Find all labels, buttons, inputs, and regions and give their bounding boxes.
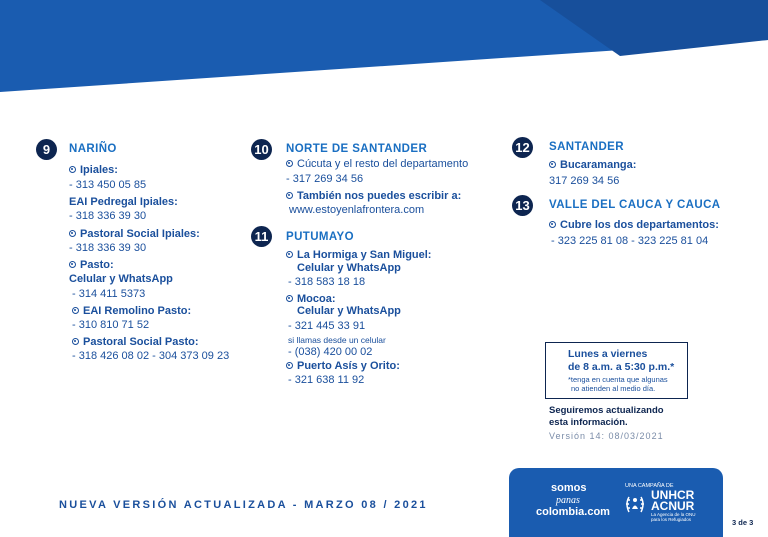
contact-line: 317 269 34 56 bbox=[549, 175, 620, 187]
contact-line: - 318 336 39 30 bbox=[69, 242, 147, 254]
location-pin-icon bbox=[286, 251, 293, 258]
contact-line: EAI Pedregal Ipiales: bbox=[69, 196, 178, 208]
section-title: VALLE DEL CAUCA Y CAUCA bbox=[549, 199, 721, 211]
contact-line: - 318 336 39 30 bbox=[69, 210, 147, 222]
section-title: NARIÑO bbox=[69, 143, 117, 155]
location-pin-icon bbox=[286, 160, 293, 167]
location-pin-icon bbox=[69, 166, 76, 173]
contact-line: - 321 445 33 91 bbox=[288, 320, 366, 332]
contact-line: - 310 810 71 52 bbox=[72, 319, 150, 331]
location-pin-icon bbox=[72, 307, 79, 314]
unhcr-logo-icon bbox=[623, 492, 647, 516]
update-note: Seguiremos actualizando bbox=[549, 405, 664, 416]
brand-text: colombia.com bbox=[536, 506, 610, 518]
section-number-badge: 9 bbox=[36, 139, 57, 160]
location-pin-icon bbox=[72, 338, 79, 345]
contact-line: EAI Remolino Pasto: bbox=[72, 305, 191, 318]
section-number-badge: 12 bbox=[512, 137, 533, 158]
contact-line: Celular y WhatsApp bbox=[297, 305, 401, 317]
location-pin-icon bbox=[69, 230, 76, 237]
location-pin-icon bbox=[69, 261, 76, 268]
update-note: esta información. bbox=[549, 417, 628, 428]
contact-line: Ipiales: bbox=[69, 164, 118, 177]
contact-line: - 318 583 18 18 bbox=[288, 276, 366, 288]
version-label: Versión 14: 08/03/2021 bbox=[549, 431, 664, 441]
hours-line: Lunes a viernes bbox=[568, 348, 648, 360]
contact-line: Puerto Asís y Orito: bbox=[286, 360, 400, 373]
contact-line: Celular y WhatsApp bbox=[297, 262, 401, 274]
contact-line: Pastoral Social Ipiales: bbox=[69, 228, 200, 241]
contact-line: - 323 225 81 08 - 323 225 81 04 bbox=[551, 235, 709, 247]
agency-text: para los Refugiados bbox=[651, 517, 692, 522]
contact-line: Cúcuta y el resto del departamento bbox=[286, 158, 468, 171]
contact-line: La Hormiga y San Miguel: bbox=[286, 249, 431, 262]
section-number-badge: 13 bbox=[512, 195, 533, 216]
website-link[interactable]: www.estoyenlafrontera.com bbox=[289, 204, 425, 216]
location-pin-icon bbox=[549, 221, 556, 228]
contact-line: Pasto: bbox=[69, 259, 114, 272]
location-pin-icon bbox=[286, 192, 293, 199]
brand-text: panas bbox=[556, 495, 580, 506]
location-pin-icon bbox=[286, 295, 293, 302]
contact-line: Cubre los dos departamentos: bbox=[549, 219, 719, 232]
hours-line: de 8 a.m. a 5:30 p.m.* bbox=[568, 361, 675, 373]
page-number: 3 de 3 bbox=[732, 518, 754, 527]
brand-text: somos bbox=[551, 482, 587, 494]
agency-text: La Agencia de la ONU bbox=[651, 512, 696, 517]
contact-line: - 321 638 11 92 bbox=[288, 374, 365, 386]
location-pin-icon bbox=[549, 161, 556, 168]
contact-line: - 313 450 05 85 bbox=[69, 179, 147, 191]
hours-note: no atienden al medio día. bbox=[571, 384, 656, 393]
hours-note: *tenga en cuenta que algunas bbox=[568, 375, 668, 384]
campaign-label: UNA CAMPAÑA DE bbox=[625, 483, 674, 489]
contact-line: - (038) 420 00 02 bbox=[288, 346, 373, 358]
section-title: SANTANDER bbox=[549, 141, 624, 153]
office-hours-box bbox=[545, 342, 688, 399]
contact-line: - 317 269 34 56 bbox=[286, 173, 364, 185]
section-title: NORTE DE SANTANDER bbox=[286, 143, 428, 155]
section-title: PUTUMAYO bbox=[286, 231, 354, 243]
contact-line: - 318 426 08 02 - 304 373 09 23 bbox=[72, 350, 230, 362]
section-number-badge: 10 bbox=[251, 139, 272, 160]
contact-line: - 314 411 5373 bbox=[72, 288, 146, 300]
contact-line: También nos puedes escribir a: bbox=[286, 190, 461, 203]
contact-line: Bucaramanga: bbox=[549, 159, 636, 172]
top-banner bbox=[0, 0, 768, 92]
section-number-badge: 11 bbox=[251, 226, 272, 247]
contact-line: Mocoa: bbox=[286, 293, 336, 306]
contact-note: si llamas desde un celular bbox=[288, 335, 386, 345]
acnur-text: ACNUR bbox=[651, 499, 695, 513]
unhcr-text: UNHCR bbox=[651, 488, 695, 502]
location-pin-icon bbox=[286, 362, 293, 369]
footer-version-text: NUEVA VERSIÓN ACTUALIZADA - MARZO 08 / 2021 bbox=[59, 499, 428, 511]
contact-line: Celular y WhatsApp bbox=[69, 273, 173, 285]
contact-line: Pastoral Social Pasto: bbox=[72, 336, 199, 349]
brand-box bbox=[509, 468, 723, 537]
